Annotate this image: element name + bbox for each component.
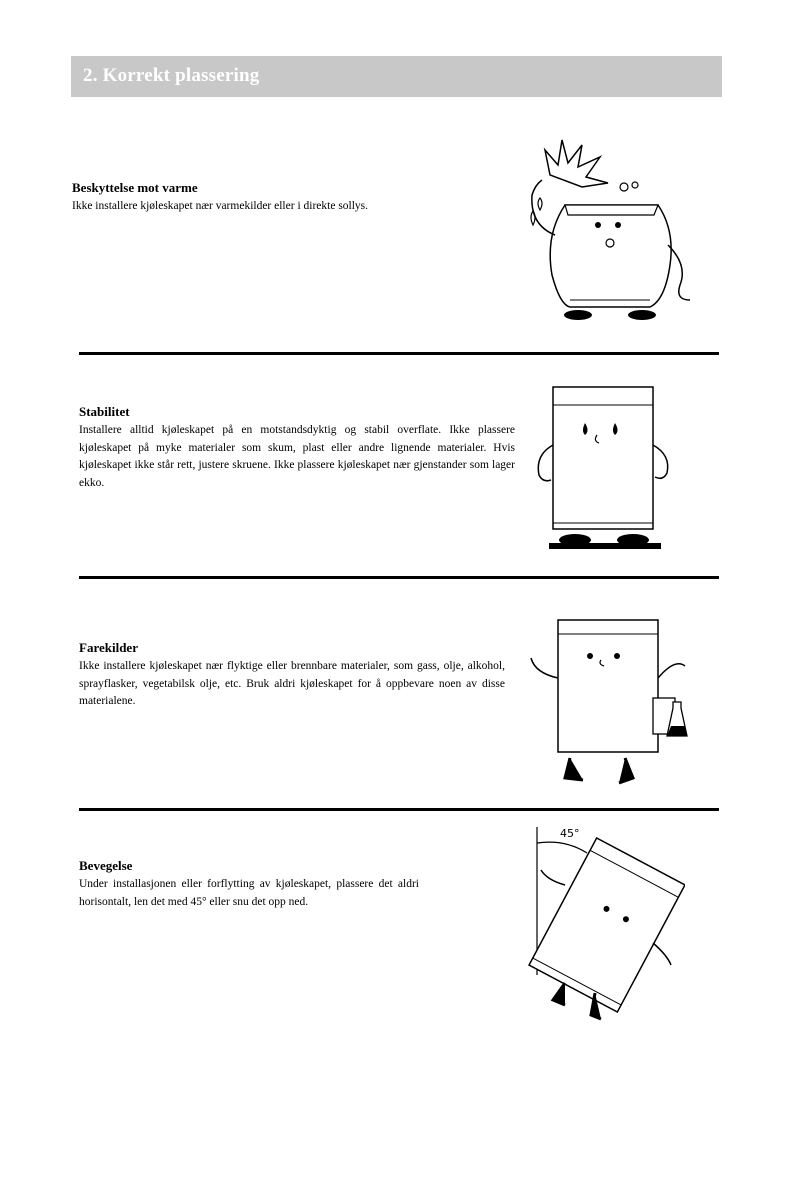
fridge-hazards-illustration [525,618,700,793]
section-divider [79,808,719,811]
angle-label: 45° [560,827,580,840]
fridge-stability-illustration [535,385,675,555]
section-text: Ikke installere kjøleskapet nær flyktige eller brennbare materialer, som gass, olje, alkohol, sprayflasker, vegetabilsk olje, etc. Bruk aldri kjøleskapet for å oppbevare noen av disse materialene. [79,660,505,707]
section-text: Installere alltid kjøleskapet på en motstandsdyktig og stabil overflate. Ikke plassere kjøleskapet på myke materialer som skum, plast eller andre lignende materialer. Hvis kjøleskapet ikke står rett, justere skruene. Ikke plassere kjøleskapet nær gjenstander som lager ekko. [79,424,515,489]
section-divider [79,576,719,579]
section-hazards [79,640,505,711]
section-header [71,56,722,97]
section-title: Farekilder [79,640,138,655]
page-title: 2. Korrekt plassering [83,65,260,86]
section-title: Bevegelse [79,858,133,873]
section-heat-protection [72,180,512,216]
section-stability [79,404,515,492]
section-text: Under installasjonen eller forflytting av kjøleskapet, plassere det aldri horisontalt, len det med 45° eller snu det opp ned. [79,878,419,908]
section-movement [79,858,419,911]
section-title: Stabilitet [79,404,130,419]
section-text: Ikke installere kjøleskapet nær varmekilder eller i direkte sollys. [72,200,369,212]
fridge-movement-illustration [525,825,685,1025]
fridge-heat-illustration [520,135,700,325]
section-divider [79,352,719,355]
section-title: Beskyttelse mot varme [72,180,198,195]
